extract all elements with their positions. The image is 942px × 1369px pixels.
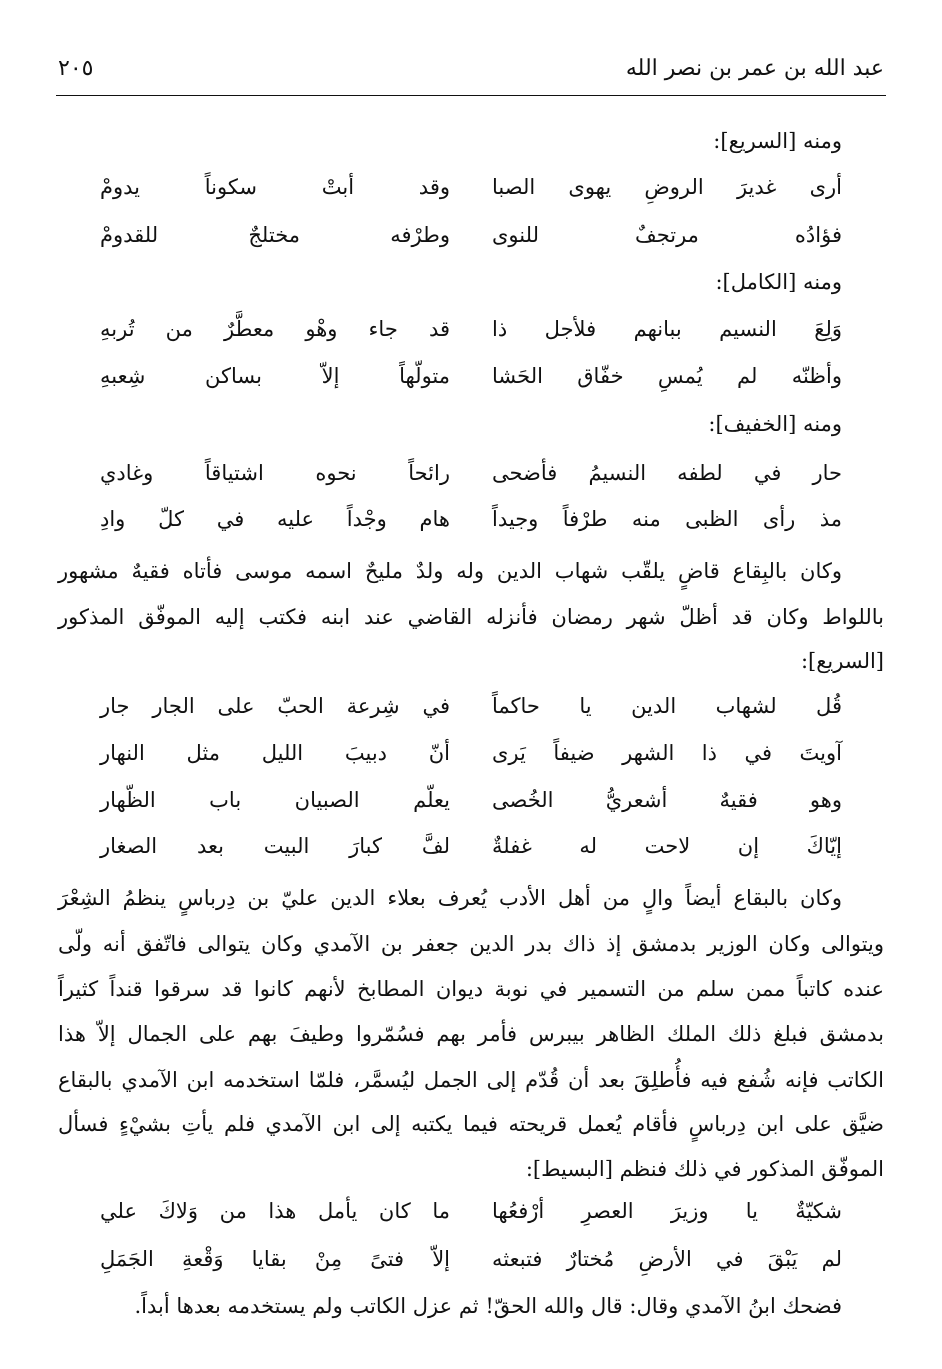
verse-first-hemistich: وهو فقيهٌ أشعريُّ الخُصى — [492, 788, 842, 812]
verse-second-hemistich: أنّ دبيبَ الليل مثل النهار — [100, 741, 450, 765]
verse-second-hemistich: يعلّم الصبيان باب الظّهار — [100, 788, 450, 812]
verse-first-hemistich: وأظنّه لم يُمسِ خفّاق الحَشا — [492, 364, 842, 388]
verse-second-hemistich: رائحاً نحوه اشتياقاً وغادي — [100, 461, 450, 485]
paragraph-line: باللواط وكان قد أظلّ شهر رمضان فأنزله القاضي عند ابنه فكتب إليه الموفّق المذكور — [58, 605, 884, 629]
verse-first-hemistich: إيّاكَ إن لاحت له غفلةٌ — [492, 834, 842, 858]
paragraph-line: بدمشق فبلغ ذلك الملك الظاهر بيبرس فأمر بهم فسُمّروا وطيفَ بهم على الجمال إلاّ هذا — [58, 1022, 884, 1046]
verse-second-hemistich: وقد أبتْ سكوناً يدومْ — [100, 175, 450, 199]
verse-second-hemistich: قد جاء وهْو معطَّرٌ من تُربهِ — [100, 317, 450, 341]
paragraph-line: الكاتب فإنه شُفع فيه فأُطلِقَ بعد أن قُدّم إلى الجمل ليُسمَّر، فلمّا استخدمه ابن الآمدي بالبقاع — [58, 1068, 884, 1092]
paragraph-line: ضيَّق على ابن دِرباسٍ فأقام يُعمل قريحته فيما يكتبه إلى ابن الآمدي فلم يأتِ بشيْءٍ فسأل — [58, 1112, 884, 1136]
verse-second-hemistich: لفَّ كبارَ البيت بعد الصغار — [100, 834, 450, 858]
verse-first-hemistich: أرى غديرَ الروضِ يهوى الصبا — [492, 175, 842, 199]
page-number: ٢٠٥ — [58, 56, 94, 81]
verse-first-hemistich: وَلِعَ النسيم ببانهم فلأجل ذا — [492, 317, 842, 341]
verse-second-hemistich: وطرْفه مختلجٌ للقدومْ — [100, 223, 450, 247]
verse-first-hemistich: شكيّةٌ يا وزيرَ العصرِ أرْفعُها — [492, 1199, 842, 1223]
meter-intro: ومنه [الكامل]: — [715, 270, 842, 294]
paragraph-line: عنده كاتباً ممن سلم من التسمير في نوبة ديوان المطابخ لأنهم كانوا قد سرقوا قنداً كثيراً — [58, 977, 884, 1001]
verse-first-hemistich: حار في لطفه النسيمُ فأضحى — [492, 461, 842, 485]
verse-second-hemistich: ما كان يأمل هذا من وَلاكَ علي — [100, 1199, 450, 1223]
verse-first-hemistich: قُل لشهاب الدين يا حاكماً — [492, 694, 842, 718]
paragraph-line: وكان بالبِقاع قاضٍ يلقّب شهاب الدين وله ولدٌ مليحٌ اسمه موسى فأتاه فقيهٌ مشهور — [58, 559, 842, 583]
meter-intro: ومنه [السريع]: — [713, 129, 842, 153]
paragraph-line: وكان بالبقاع أيضاً والٍ من أهل الأدب يُعرف بعلاء الدين عليّ بن دِرباسٍ ينظمُ الشِعْرَ — [58, 886, 842, 910]
verse-second-hemistich: هام وجْداً عليه في كلّ وادِ — [100, 507, 450, 531]
verse-first-hemistich: مذ رأى الظبى منه طرْفاً وجيداً — [492, 507, 842, 531]
paragraph-line: [السريع]: — [800, 649, 884, 673]
verse-second-hemistich: إلاّ فتىً مِنْ بقايا وَقْعةِ الجَمَلِ — [100, 1247, 450, 1271]
verse-second-hemistich: متولّهاً إلاّ بساكن شِعبهِ — [100, 364, 450, 388]
running-header-title: عبد الله بن عمر بن نصر الله — [625, 56, 884, 81]
verse-second-hemistich: في شِرعة الحبّ على الجار جار — [100, 694, 450, 718]
header-rule — [56, 95, 886, 96]
verse-first-hemistich: لم يَبْقَ في الأرضِ مُختارٌ فتبعثه — [492, 1247, 842, 1271]
closing-line: فضحك ابنُ الآمدي وقال: قال والله الحقّ! ثم عزل الكاتب ولم يستخدمه بعدها أبداً. — [134, 1294, 842, 1318]
paragraph-line: الموفّق المذكور في ذلك فنظم [البسيط]: — [525, 1157, 884, 1181]
verse-first-hemistich: فؤادُه مرتجفٌ للنوى — [492, 223, 842, 247]
meter-intro: ومنه [الخفيف]: — [708, 412, 842, 436]
verse-first-hemistich: آويتَ في ذا الشهر ضيفاً يَرى — [492, 741, 842, 765]
paragraph-line: ويتوالى وكان الوزير بدمشق إذ ذاك بدر الدين جعفر بن الآمدي وكان يتوالى فاتّفق أنه ولّى — [58, 932, 884, 956]
